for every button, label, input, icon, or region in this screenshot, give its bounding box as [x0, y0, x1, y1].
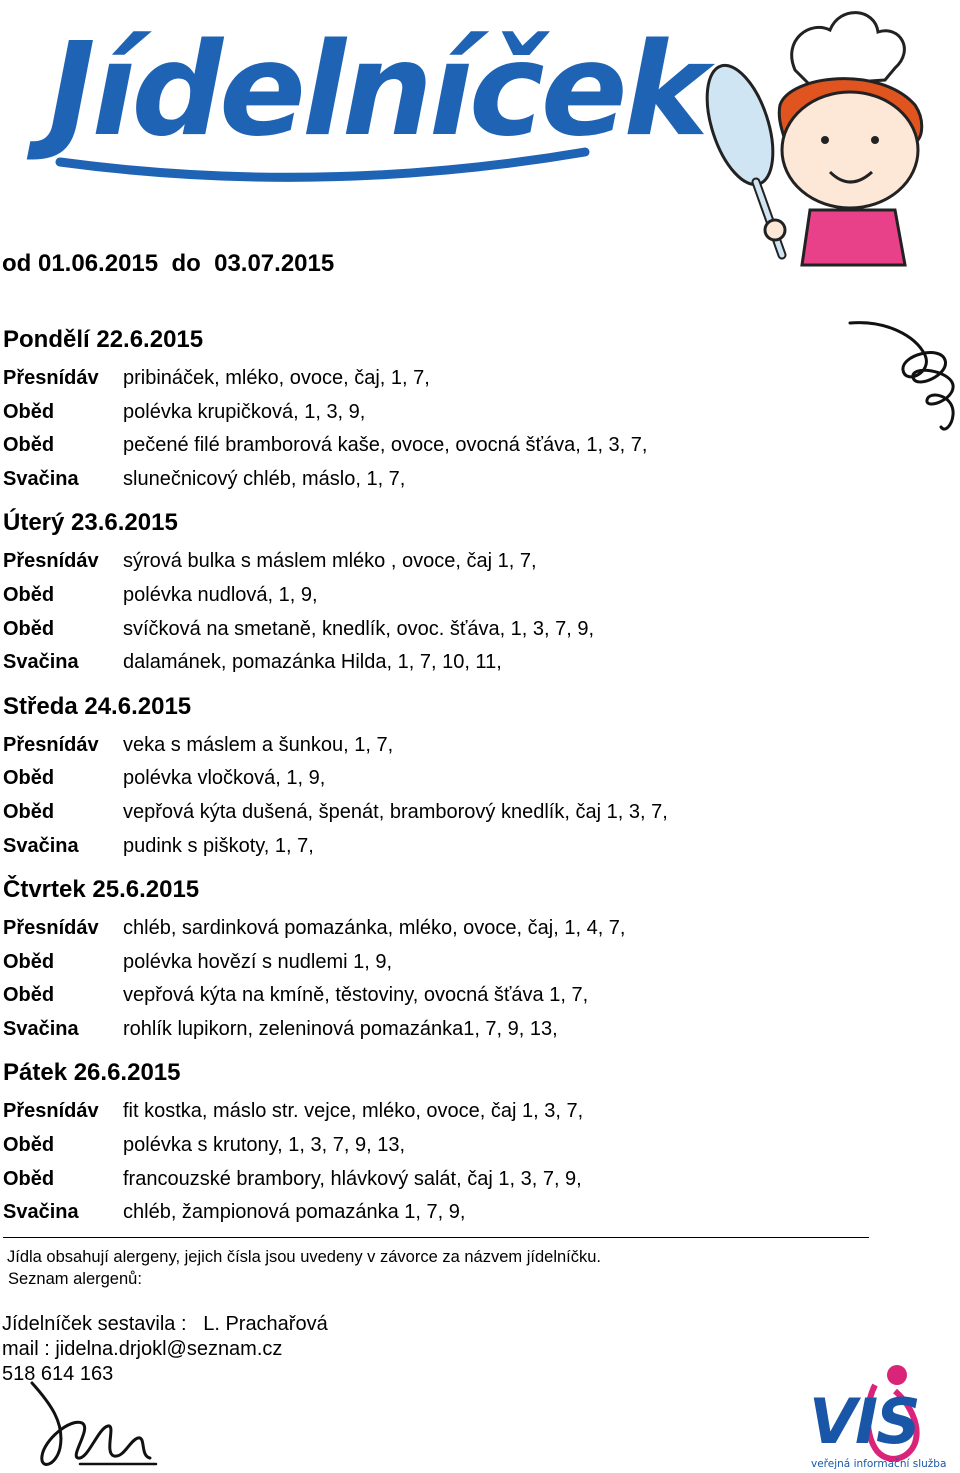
day-title-thursday: Čtvrtek 25.6.2015: [3, 876, 200, 903]
meal-type: Svačina: [3, 468, 79, 490]
meal-dish: francouzské brambory, hlávkový salát, čaj 1, 3, 7, 9,: [123, 1168, 582, 1190]
meal-dish: chléb, žampionová pomazánka 1, 7, 9,: [123, 1201, 466, 1223]
meal-type: Svačina: [3, 835, 79, 857]
meal-type: Oběd: [3, 801, 55, 823]
day-title-monday: Pondělí 22.6.2015: [3, 326, 204, 353]
vis-tagline: veřejná informační služba: [811, 1458, 947, 1470]
meal-type: Svačina: [3, 651, 79, 673]
meal-dish: rohlík lupikorn, zeleninová pomazánka1, 7, 9, 13,: [123, 1018, 558, 1040]
menu-period: od 01.06.2015 do 03.07.2015: [2, 250, 335, 277]
day-title-tuesday: Úterý 23.6.2015: [3, 509, 178, 536]
chef-shirt: [802, 210, 905, 265]
meal-dish: polévka hovězí s nudlemi 1, 9,: [123, 951, 393, 973]
meal-type: Oběd: [3, 434, 55, 456]
meal-dish: vepřová kýta dušená, špenát, bramborový knedlík, čaj 1, 3, 7,: [123, 801, 668, 823]
contact-phone: 518 614 163: [2, 1363, 114, 1385]
meal-type: Oběd: [3, 767, 55, 789]
meal-dish: vepřová kýta na kmíně, těstoviny, ovocná šťáva 1, 7,: [123, 984, 589, 1006]
meal-type: Oběd: [3, 401, 55, 423]
day-title-wednesday: Středa 24.6.2015: [3, 693, 192, 720]
meal-dish: pribináček, mléko, ovoce, čaj, 1, 7,: [123, 367, 430, 389]
chef-girl-illustration: [690, 0, 960, 292]
chef-hat-icon: [792, 13, 905, 85]
vis-logo: [805, 1355, 960, 1473]
meal-type: Přesnídáv: [3, 550, 99, 572]
vis-dot: [887, 1365, 907, 1385]
meal-dish: pečené filé bramborová kaše, ovoce, ovocná šťáva, 1, 3, 7,: [123, 434, 648, 456]
meal-type: Přesnídáv: [3, 1100, 99, 1122]
meal-dish: dalamánek, pomazánka Hilda, 1, 7, 10, 11,: [123, 651, 502, 673]
contact-mail: mail : jidelna.drjokl@seznam.cz: [2, 1338, 283, 1360]
meal-type: Oběd: [3, 1134, 55, 1156]
meal-dish: slunečnicový chléb, máslo, 1, 7,: [123, 468, 406, 490]
logo-title: Jídelníček: [48, 16, 705, 165]
meal-type: Přesnídáv: [3, 917, 99, 939]
day-title-friday: Pátek 26.6.2015: [3, 1059, 181, 1086]
meal-type: Oběd: [3, 618, 55, 640]
meal-type: Oběd: [3, 984, 55, 1006]
meal-type: Přesnídáv: [3, 367, 99, 389]
chef-face: [782, 92, 918, 208]
meal-dish: polévka s krutony, 1, 3, 7, 9, 13,: [123, 1134, 406, 1156]
meal-dish: polévka vločková, 1, 9,: [123, 767, 326, 789]
meal-dish: chléb, sardinková pomazánka, mléko, ovoce, čaj, 1, 4, 7,: [123, 917, 626, 939]
meal-dish: pudink s piškoty, 1, 7,: [123, 835, 314, 857]
meal-dish: polévka nudlová, 1, 9,: [123, 584, 318, 606]
allergen-list-label: Seznam alergenů:: [8, 1270, 142, 1288]
divider-line: [3, 1237, 869, 1238]
meal-dish: veka s máslem a šunkou, 1, 7,: [123, 734, 394, 756]
signature-squiggle-bottom: [20, 1378, 160, 1473]
meal-type: Oběd: [3, 584, 55, 606]
meal-type: Svačina: [3, 1018, 79, 1040]
signature-squiggle-top: [845, 315, 960, 435]
meal-dish: sýrová bulka s máslem mléko , ovoce, čaj 1, 7,: [123, 550, 537, 572]
meal-type: Přesnídáv: [3, 734, 99, 756]
meal-type: Oběd: [3, 1168, 55, 1190]
vis-wordmark: VIS: [809, 1385, 919, 1458]
meal-dish: fit kostka, máslo str. vejce, mléko, ovoce, čaj 1, 3, 7,: [123, 1100, 584, 1122]
allergen-note: Jídla obsahují alergeny, jejich čísla jsou uvedeny v závorce za názvem jídelníčku.: [7, 1248, 602, 1266]
meal-type: Oběd: [3, 951, 55, 973]
jidelnicek-logo: [40, 12, 705, 187]
meal-dish: svíčková na smetaně, knedlík, ovoc. šťáva, 1, 3, 7, 9,: [123, 618, 595, 640]
menu-author: Jídelníček sestavila : L. Prachařová: [2, 1313, 328, 1335]
meal-dish: polévka krupičková, 1, 3, 9,: [123, 401, 366, 423]
meal-type: Svačina: [3, 1201, 79, 1223]
